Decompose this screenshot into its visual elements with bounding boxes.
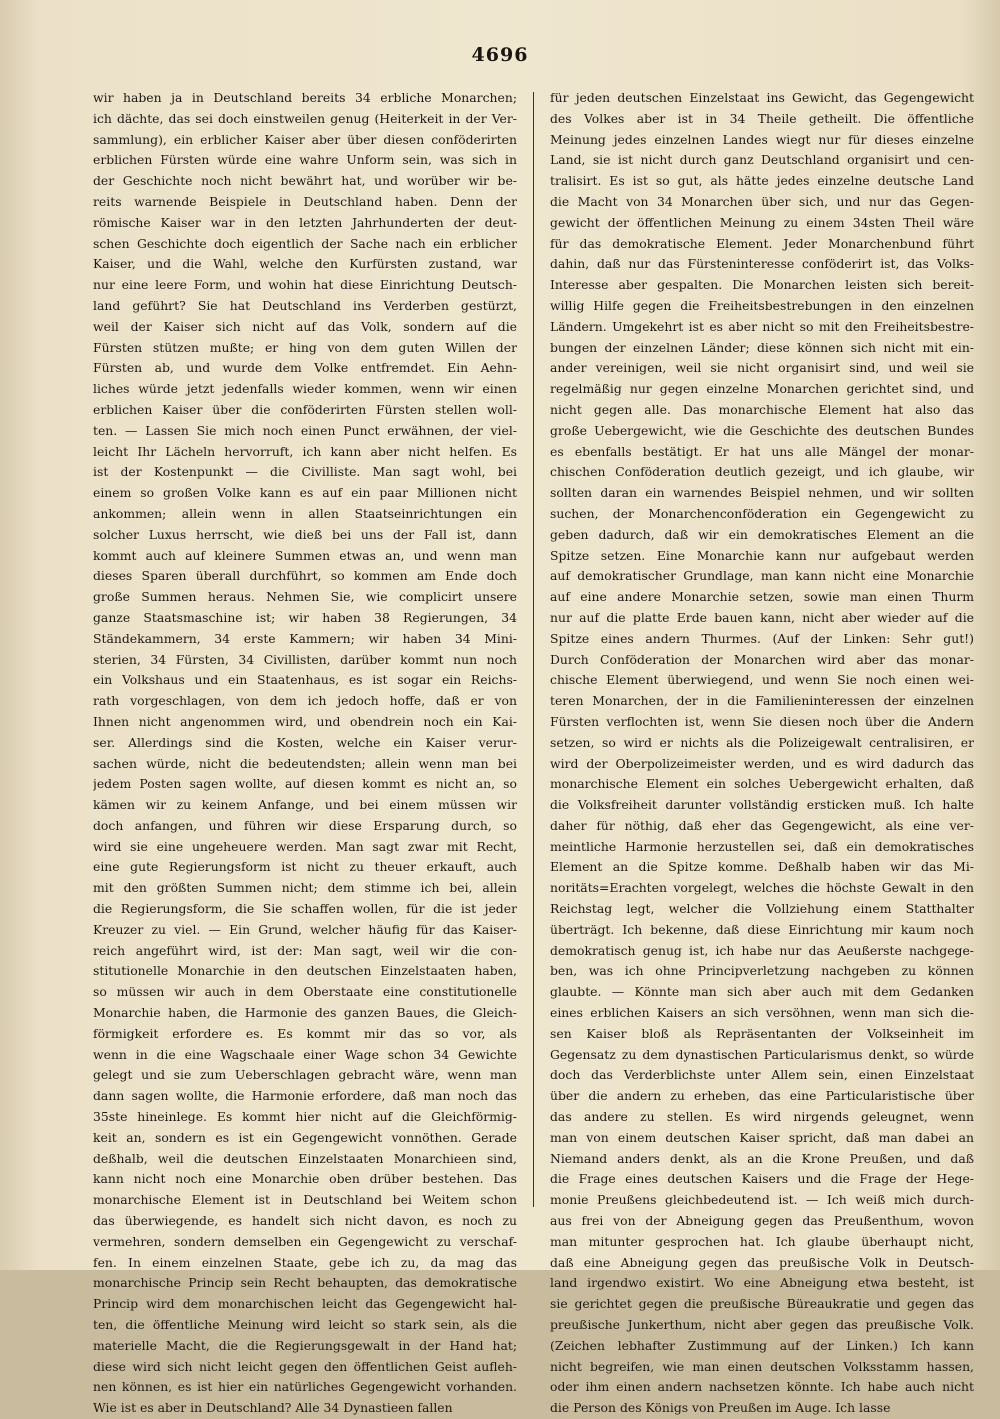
text-line: glaubte. — Könnte man sich aber auch mit dem Gedanken [550,984,974,1000]
text-line: vermehren, sondern demselben ein Gegengewicht zu verschaf- [93,1233,517,1249]
text-line: nur eine leere Form, und wohin hat diese Einrichtung Deutsch- [93,277,517,293]
text-line: gelegt und sie zum Ueberschlagen gebracht wäre, wenn man [93,1067,517,1083]
text-line: Kaiser, und die Wahl, welche den Kurfürsten zustand, war [93,256,517,272]
text-line: noritäts=Erachten vorgelegt, welches die höchste Gewalt in den [550,880,974,896]
text-line: die Frage eines deutschen Kaisers und die Frage der Hege- [550,1171,974,1187]
text-line: land irgendwo existirt. Wo eine Abneigung etwa besteht, ist [550,1275,974,1291]
text-line: setzen, so wird er nichts als die Polizeigewalt centralisiren, er [550,734,974,750]
text-line: es ebenfalls bestätigt. Er hat uns alle Mängel der monar- [550,443,974,459]
text-line: leicht Ihr Lächeln hervorruft, ich kann aber nicht helfen. Es [93,443,517,459]
text-line: sollten daran ein warnendes Beispiel nehmen, und wir sollten [550,485,974,501]
text-line: oder ihm einen andern nachsetzen könnte. Ich habe auch nicht [550,1379,974,1395]
text-line: ser. Allerdings sind die Kosten, welche ein Kaiser verur- [93,734,517,750]
text-line: eine gute Regierungsform ist nicht zu theuer erkauft, auch [93,859,517,875]
text-line: monie Preußens gleichbedeutend ist. — Ich weiß mich durch- [550,1192,974,1208]
text-line: solcher Luxus herrscht, wie dieß bei uns der Fall ist, dann [93,526,517,542]
text-line: erblichen Fürsten würde eine wahre Unform sein, was sich in [93,152,517,168]
text-line: keit an, sondern es ist ein Gegengewicht vonnöthen. Gerade [93,1129,517,1145]
text-line: große Uebergewicht, wie die Geschichte des deutschen Bundes [550,422,974,438]
text-line: wenn in die eine Wagschaale einer Wage schon 34 Gewichte [93,1046,517,1062]
text-line: kommt auch auf kleinere Summen etwas an, und wenn man [93,547,517,563]
text-line: Princip wird dem monarchischen leicht das Gegengewicht hal- [93,1296,517,1312]
text-line: ben, was ich ohne Principverletzung nachgeben zu können [550,963,974,979]
text-line: die Person des Königs von Preußen im Auge. Ich lasse [550,1400,891,1416]
text-line: die Regierungsform, die Sie schaffen wollen, für die ist jeder [93,901,517,917]
text-line: man von einem deutschen Kaiser spricht, daß man dabei an [550,1129,974,1145]
text-line: Kreuzer zu viel. — Ein Grund, welcher häufig für das Kaiser- [93,921,517,937]
text-line: gewicht der öffentlichen Meinung zu einem 34sten Theil wäre [550,214,974,230]
text-line: das überwiegende, es handelt sich nicht davon, es noch zu [93,1213,517,1229]
text-line: schen Geschichte doch eigentlich der Sache nach ein erblicher [93,235,517,251]
text-line: reich angeführt wird, ist der: Man sagt, weil wir die con- [93,942,517,958]
text-line: nen können, es ist hier ein natürliches Gegengewicht vorhanden. [93,1379,517,1395]
text-line: liches würde jetzt jedenfalls wieder kommen, wenn wir einen [93,381,517,397]
text-line: meintliche Harmonie herzustellen sei, daß ein demokratisches [550,838,974,854]
text-line: kämen wir zu keinem Anfange, und bei einem müssen wir [93,797,517,813]
text-line: land geführt? Sie hat Deutschland ins Verderben gestürzt, [93,297,517,313]
text-line: dieses Sparen überall durchführt, so kommen am Ende doch [93,568,517,584]
text-column-left [93,88,517,1419]
text-line: demokratisch genug ist, ich habe nur das Aeußerste nachgege- [550,942,974,958]
text-line: fen. In einem einzelnen Staate, gebe ich zu, da mag das [93,1254,517,1270]
text-line: über die andern zu erheben, das eine Particularistische über [550,1088,974,1104]
text-line: erblichen Kaiser über die conföderirten Fürsten stellen woll- [93,401,517,417]
text-line: Fürsten ab, und wurde dem Volke entfremdet. Ein Aehn- [93,360,517,376]
text-line: sterien, 34 Fürsten, 34 Civillisten, darüber kommt nun noch [93,651,517,667]
text-line: sie gerichtet gegen die preußische Büreaukratie und gegen das [550,1296,974,1312]
text-line: Spitze eines andern Thurmes. (Auf der Linken: Sehr gut!) [550,630,974,646]
text-line: ten, die öffentliche Meinung wird leicht so stark sein, als die [93,1317,517,1333]
text-line: man mitunter gesprochen hat. Ich glaube überhaupt nicht, [550,1233,974,1249]
text-line: Ihnen nicht angenommen wird, und obendrein noch ein Kai- [93,713,517,729]
text-line: das andere zu stellen. Es wird nirgends geleugnet, wenn [550,1109,974,1125]
text-line: Wie ist es aber in Deutschland? Alle 34 Dynastieen fallen [93,1400,453,1416]
text-line: ankommen; allein wenn in allen Staatseinrichtungen ein [93,505,517,521]
text-line: reits warnende Beispiele in Deutschland haben. Denn der [93,193,517,209]
text-line: sachen würde, nicht die bedeutendsten; allein wenn man bei [93,755,517,771]
text-line: monarchische Princip sein Recht behaupten, das demokratische [93,1275,517,1291]
text-line: monarchische Element ist in Deutschland bei Weitem schon [93,1192,517,1208]
text-line: ein Volkshaus und ein Staatenhaus, es ist sogar ein Reichs- [93,672,517,688]
text-line: ganze Staatsmaschine ist; wir haben 38 Regierungen, 34 [93,609,517,625]
text-line: doch das Verderblichste unter Allem sein, einen Einzelstaat [550,1067,974,1083]
page-number: 4696 [471,44,529,66]
text-line: Ländern. Umgekehrt ist es aber nicht so mit den Freiheitsbestre- [550,318,974,334]
text-line: auf demokratischer Grundlage, man kann nicht eine Monarchie [550,568,974,584]
text-line: nur auf die platte Erde bauen kann, nicht aber wieder auf die [550,609,974,625]
text-line: so müssen wir auch in dem Oberstaate eine constitutionelle [93,984,517,1000]
text-line: diese wird sich nicht leicht gegen den öffentlichen Geist aufleh- [93,1358,517,1374]
text-line: aus frei von der Abneigung gegen das Preußenthum, wovon [550,1213,974,1229]
text-line: chischen Conföderation deutlich gezeigt, und ich glaube, wir [550,464,974,480]
text-line: preußische Junkerthum, nicht aber gegen das preußische Volk. [550,1317,974,1333]
text-column-right [550,88,974,1419]
text-line: Element an die Spitze komme. Deßhalb haben wir das Mi- [550,859,974,875]
text-line: Gegensatz zu dem dynastischen Particularismus denkt, so würde [550,1046,974,1062]
text-line: weil der Kaiser sich nicht auf das Volk, sondern auf die [93,318,517,334]
text-line: wird sie eine ungeheuere werden. Man sagt zwar mit Recht, [93,838,517,854]
text-line: Meinung jedes einzelnen Landes wiegt nur für dieses einzelne [550,131,974,147]
text-line: bungen der einzelnen Länder; diese können sich nicht mit ein- [550,339,974,355]
text-line: ist der Kostenpunkt — die Civilliste. Man sagt wohl, bei [93,464,517,480]
text-line: (Zeichen lebhafter Zustimmung auf der Linken.) Ich kann [550,1337,974,1353]
text-line: einem so großen Volke kann es auf ein paar Millionen nicht [93,485,517,501]
text-line: 35ste hineinlege. Es kommt hier nicht auf die Gleichförmig- [93,1109,517,1125]
text-line: Durch Conföderation der Monarchen wird aber das monar- [550,651,974,667]
text-line: tralisirt. Es ist so gut, als hätte jedes einzelne deutsche Land [550,173,974,189]
text-line: förmigkeit erfordere es. Es kommt mir das so vor, als [93,1025,517,1041]
text-line: deßhalb, weil die deutschen Einzelstaaten Monarchieen sind, [93,1150,517,1166]
text-line: auf eine andere Monarchie setzen, sowie man einen Thurm [550,589,974,605]
text-line: Reichstag legt, welcher die Vollziehung einem Statthalter [550,901,974,917]
text-line: wird der Oberpolizeimeister werden, und es wird dadurch das [550,755,974,771]
text-line: dann sagen wollte, die Harmonie erfordere, daß man noch das [93,1088,517,1104]
text-line: willig Hilfe gegen die Freiheitsbestrebungen in den einzelnen [550,297,974,313]
text-line: teren Monarchen, der in die Familieninteressen der einzelnen [550,693,974,709]
text-line: sen Kaiser bloß als Repräsentanten der Volkseinheit im [550,1025,974,1041]
text-line: Fürsten stützen mußte; er hing von dem guten Willen der [93,339,517,355]
text-line: römische Kaiser war in den letzten Jahrhunderten der deut- [93,214,517,230]
text-line: daher für nöthig, daß eher das Gegengewicht, als eine ver- [550,817,974,833]
text-line: ten. — Lassen Sie mich noch einen Punct erwähnen, der viel- [93,422,517,438]
text-line: stitutionelle Monarchie in den deutschen Einzelstaaten haben, [93,963,517,979]
text-line: die Volksfreiheit darunter vollständig ersticken muß. Ich halte [550,797,974,813]
text-line: monarchische Element ein solches Uebergewicht erhalten, daß [550,776,974,792]
text-line: für das demokratische Element. Jeder Monarchenbund führt [550,235,974,251]
text-line: Fürsten verflochten ist, wenn Sie diesen noch über die Andern [550,713,974,729]
text-line: daß eine Abneigung gegen das preußische Volk in Deutsch- [550,1254,974,1270]
text-line: nicht gegen alle. Das monarchische Element hat also das [550,401,974,417]
text-line: überträgt. Ich bekenne, daß diese Einrichtung mir kaum noch [550,921,974,937]
text-line: Ständekammern, 34 erste Kammern; wir haben 34 Mini- [93,630,517,646]
text-line: große Summen heraus. Nehmen Sie, wie complicirt unsere [93,589,517,605]
text-line: ander vereinigen, weil sie nicht organisirt sind, und weil sie [550,360,974,376]
text-line: geben dadurch, daß wir ein demokratisches Element an die [550,526,974,542]
text-line: Monarchie haben, die Harmonie des ganzen Baues, die Gleich- [93,1005,517,1021]
text-line: Spitze setzen. Eine Monarchie kann nur aufgebaut werden [550,547,974,563]
text-line: suchen, der Monarchenconföderation ein Gegengewicht zu [550,505,974,521]
text-line: ich dächte, das sei doch einstweilen genug (Heiterkeit in der Ver- [93,110,517,126]
column-divider [533,92,534,1207]
text-line: nicht begreifen, wie man einen deutschen Volksstamm hassen, [550,1358,974,1374]
text-line: materielle Macht, die die Regierungsgewalt in der Hand hat; [93,1337,517,1353]
text-line: doch anfangen, und führen wir diese Ersparung durch, so [93,817,517,833]
text-line: Niemand anders denkt, als an die Krone Preußen, und daß [550,1150,974,1166]
text-line: rath vorgeschlagen, von dem ich jedoch hoffe, daß er von [93,693,517,709]
text-line: regelmäßig nur gegen einzelne Monarchen gerichtet sind, und [550,381,974,397]
text-line: jedem Posten sagen wollte, auf diesen kommt es nicht an, so [93,776,517,792]
text-line: chische Element überwiegend, und wenn Sie noch einen wei- [550,672,974,688]
text-line: des Volkes aber ist in 34 Theile getheilt. Die öffentliche [550,110,974,126]
text-line: dahin, daß nur das Fürsteninteresse conföderirt ist, das Volks- [550,256,974,272]
text-line: der Geschichte noch nicht bewährt hat, und worüber wir be- [93,173,517,189]
text-line: Interesse aber gespalten. Die Monarchen leisten sich bereit- [550,277,974,293]
text-line: kann nicht noch eine Monarchie oben drüber bestehen. Das [93,1171,517,1187]
text-line: die Macht von 34 Monarchen über sich, und nur das Gegen- [550,193,974,209]
text-line: für jeden deutschen Einzelstaat ins Gewicht, das Gegengewicht [550,90,974,105]
text-line: sammlung), ein erblicher Kaiser aber über diesen conföderirten [93,131,517,147]
text-line: wir haben ja in Deutschland bereits 34 erbliche Monarchen; [93,90,517,105]
text-line: mit den größten Summen nicht; dem stimme ich bei, allein [93,880,517,896]
text-line: Land, sie ist nicht durch ganz Deutschland organisirt und cen- [550,152,974,168]
text-line: eines erblichen Kaisers an sich versöhnen, wenn man sich die- [550,1005,974,1021]
